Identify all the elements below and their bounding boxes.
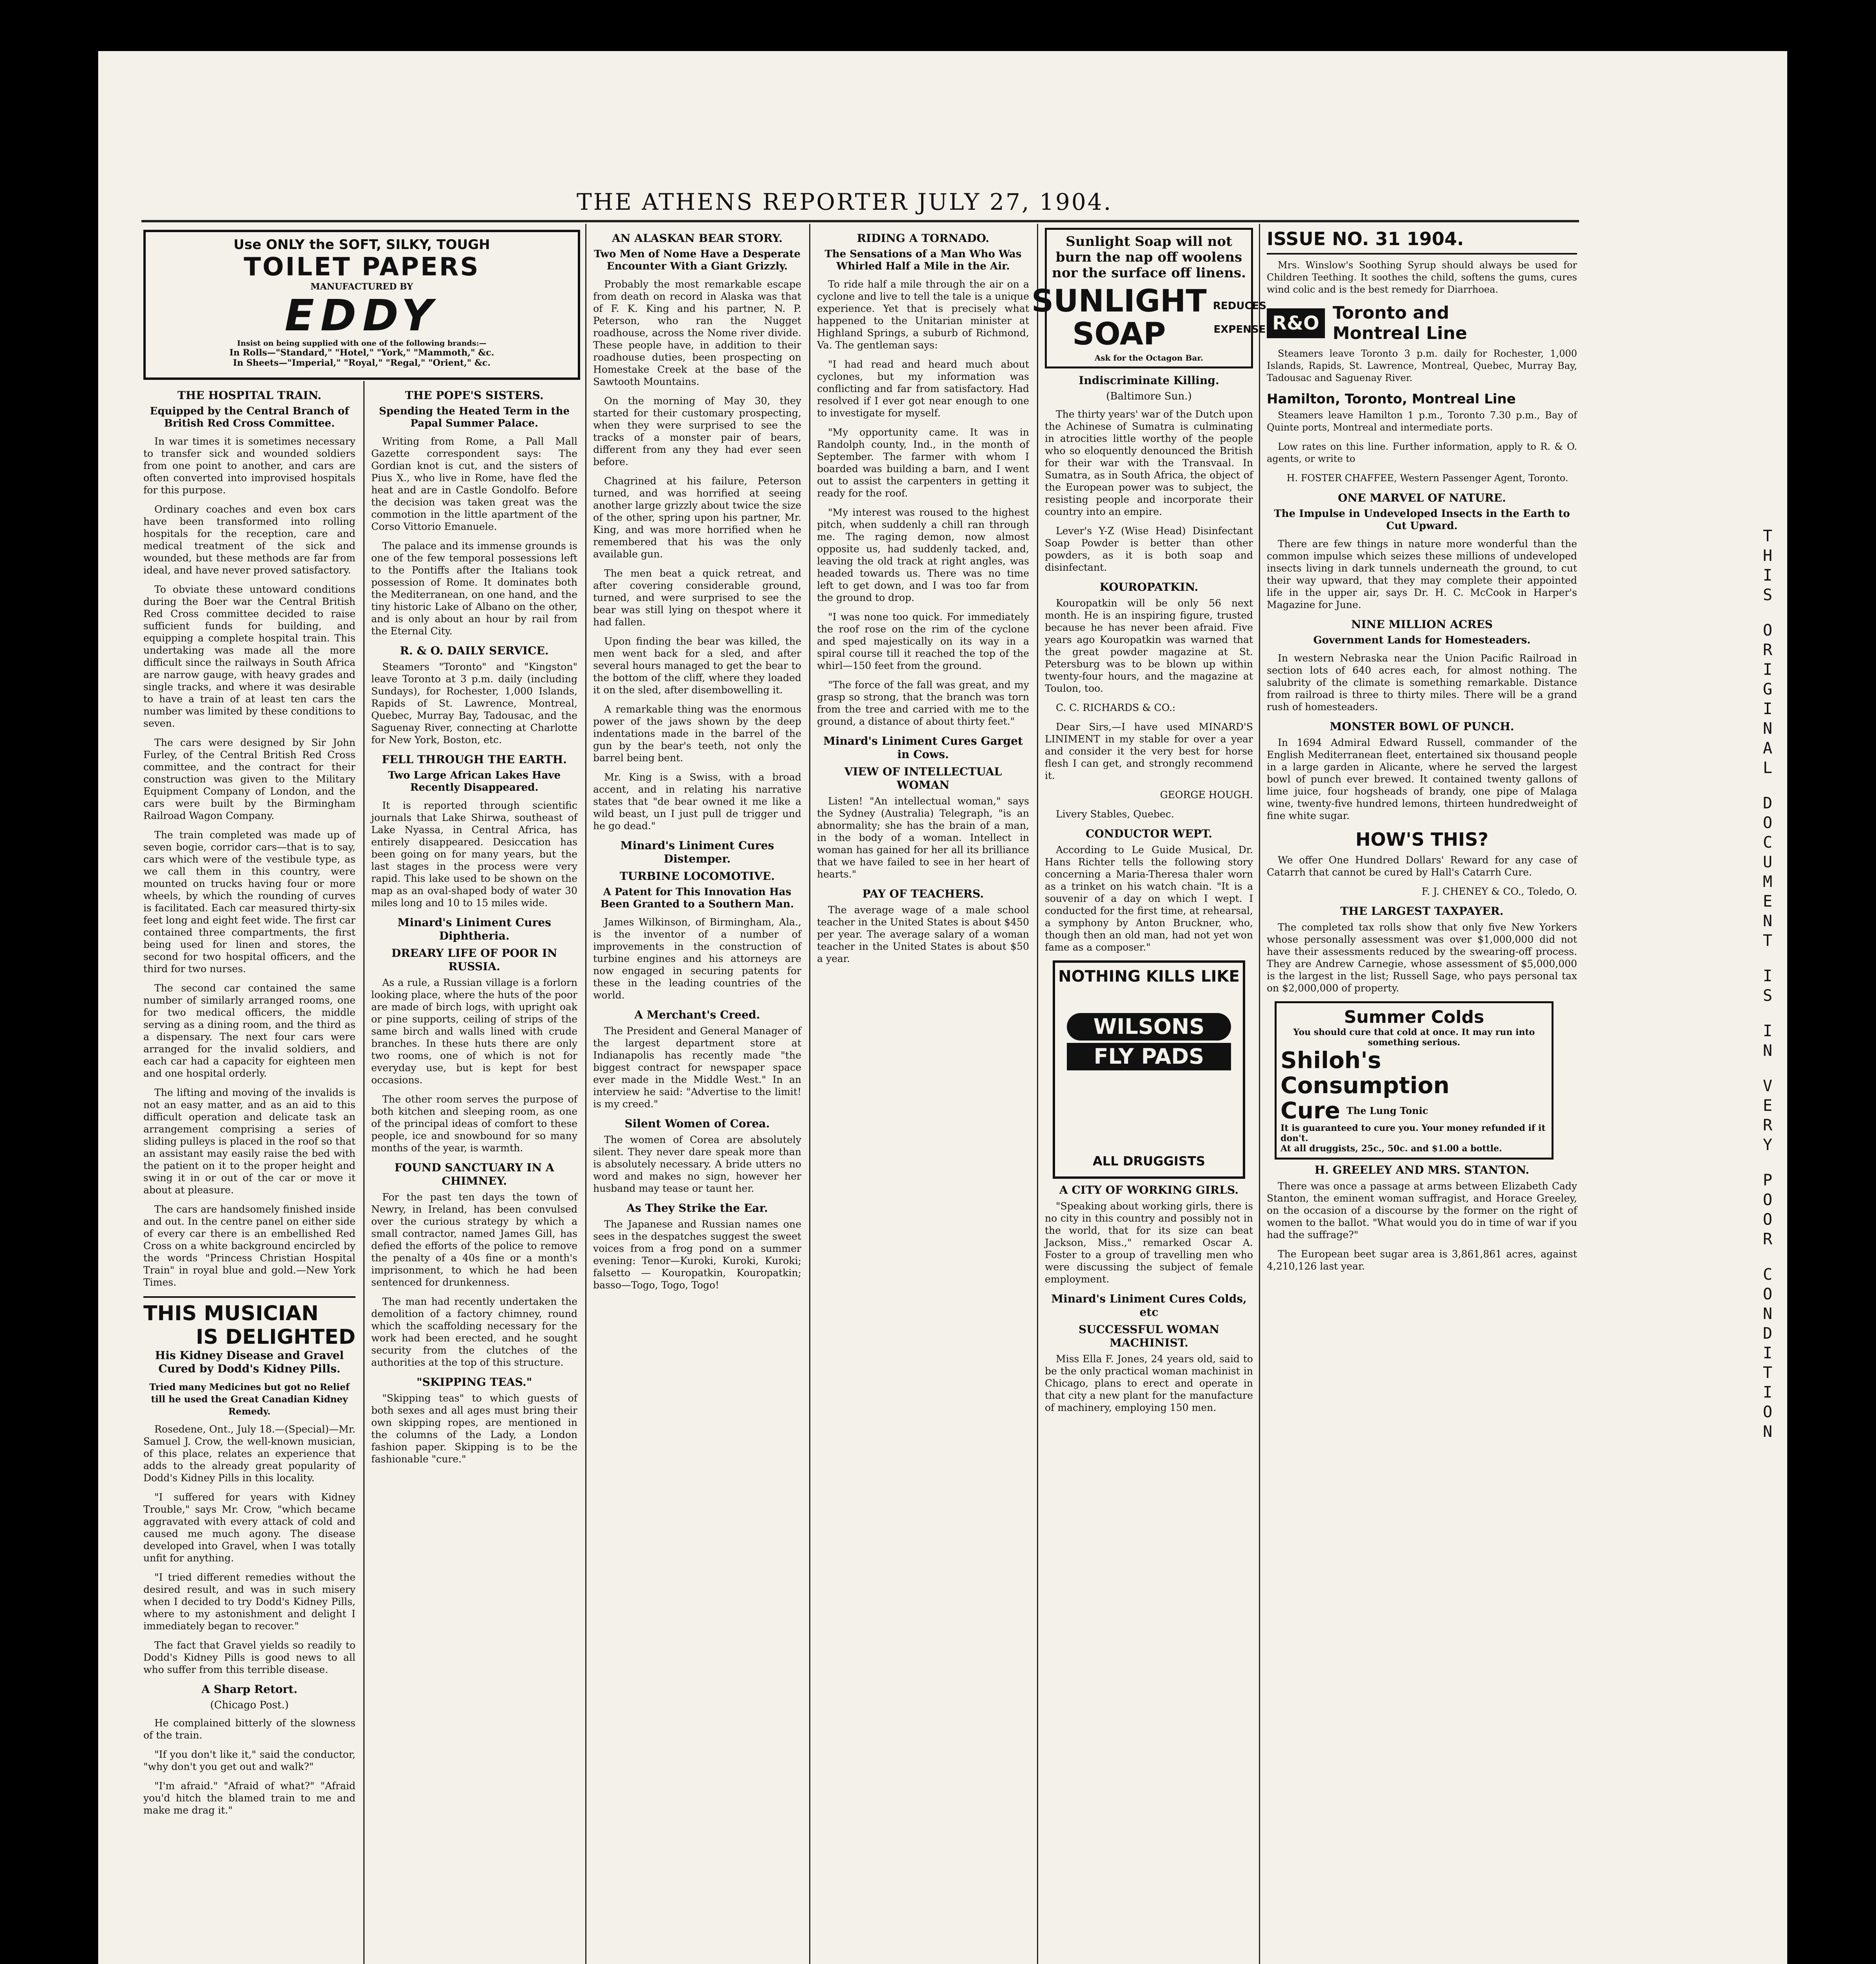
- paragraph: Low rates on this line. Further information, apply to R. & O. agents, or write to: [1267, 441, 1577, 464]
- column-4: [817, 228, 1029, 1964]
- headline: NINE MILLION ACRES: [1351, 618, 1493, 631]
- paragraph: Listen! "An intellectual woman," says the Sydney (Australia) Telegraph, "is an abnormality; she has the brain of a man, in the body of a woman. Intellect in woman has gained for her all its brilliance that we have failed to see in her heart of hearts.": [817, 795, 1029, 880]
- paragraph: The second car contained the same number of similarly arranged rooms, one for two medical officers, the middle serving as a dining room, and the third as a dispensary. The next four cars were arranged for the invalid soldiers, and each car had a capacity for eighteen men and one hospital orderly.: [143, 982, 355, 1079]
- note-word: D O C U M E N T: [1762, 794, 1773, 950]
- column-divider: [585, 224, 586, 1964]
- paragraph: "I had read and heard much about cyclones, but my information was conflicting and far from satisfactory. Had resolved if I ever got near enough to one to investigate for myself.: [817, 359, 1029, 419]
- soap-logo: SOAP: [1072, 317, 1166, 352]
- paragraph: We offer One Hundred Dollars' Reward for any case of Catarrh that cannot be cured by Hall's Catarrh Cure.: [1267, 854, 1577, 878]
- paragraph: The President and General Manager of the largest department store at Indianapolis has recently made "the biggest contract for newspaper space ever made in the Middle West." In an interview he said: "Advertise to the limit! is my creed.": [593, 1025, 801, 1110]
- ad-line: NOTHING KILLS LIKE: [1058, 967, 1240, 986]
- paragraph: Miss Ella F. Jones, 24 years old, said to be the only practical woman machinist in Chicago, plans to erect and operate in that city a new plant for the manufacture of machinery, employing 150 men.: [1045, 1353, 1253, 1413]
- ad-line: It is guaranteed to cure you. Your money refunded if it don't.: [1281, 1123, 1546, 1143]
- ad-line: REDUCES: [1213, 300, 1267, 312]
- paragraph: The train completed was made up of seven bogie, corridor cars—that is to say, cars which were of the vestibule type, as we call them in this country, were mounted on trucks having four or more wheels, by which the rounding of curves is facilitated. Each car measured thirty-six feet long and eight feet wide. The first car contained three compartments, the first being used for linen and stores, the second for two hospital officers, and the third for two nurses.: [143, 829, 355, 975]
- note-word: V E R Y: [1762, 1077, 1773, 1154]
- paragraph: To ride half a mile through the air on a cyclone and live to tell the tale is a unique experience. Yet that is precisely what happened to the Unitarian minister at Highland Springs, a suburb of Richmond, Va. The gentleman says:: [817, 278, 1029, 351]
- paragraph: "I suffered for years with Kidney Trouble," says Mr. Crow, "which became aggravated with every attack of cold and caused me much agony. The disease developed into Gravel, when I was totally unfit for anything.: [143, 1491, 355, 1564]
- headline: KOUROPATKIN.: [1099, 581, 1198, 594]
- ad-line: ALL DRUGGISTS: [1092, 1154, 1205, 1169]
- headline: RIDING A TORNADO.: [857, 232, 989, 245]
- ad-line: Insist on being supplied with one of the following brands:—: [237, 339, 487, 348]
- issue-number: ISSUE NO. 31 1904.: [1267, 228, 1464, 249]
- column-divider: [1259, 224, 1260, 1964]
- paragraph: Upon finding the bear was killed, the men went back for a sled, and after several hours managed to get the bear to the bottom of the cliff, where they loaded it on the sled, after disembowelling it.: [593, 636, 801, 696]
- paragraph: Steamers leave Hamilton 1 p.m., Toronto 7.30 p.m., Bay of Quinte ports, Montreal and intermediate ports.: [1267, 410, 1577, 433]
- paragraph: On the morning of May 30, they started for their customary prospecting, when they were surprised to see the tracks of a monster pair of bears, different from any they had ever seen before.: [593, 395, 801, 467]
- headline: TURBINE LOCOMOTIVE.: [619, 870, 775, 883]
- masthead: THE ATHENS REPORTER JULY 27, 1904.: [576, 189, 1113, 215]
- headline: MONSTER BOWL OF PUNCH.: [1330, 720, 1514, 733]
- paragraph: The man had recently undertaken the demolition of a factory chimney, round which the scaffolding necessary for the work had been erected, and he sought security from the clutches of the authorities at the top of this structure.: [371, 1296, 577, 1368]
- paragraph: According to Le Guide Musical, Dr. Hans Richter tells the following story concerning a Maria-Theresa thaler worn as a trinket on his watch chain. "It is a souvenir of a day on which I wept. I conducted for the first time, at rehearsal, a symphony by Anton Bruckner, who, though then an old man, had not yet won fame as a composer.": [1045, 844, 1253, 953]
- headline: HOW'S THIS?: [1355, 829, 1489, 850]
- paragraph: "The force of the fall was great, and my grasp so strong, that the branch was torn from the tree and carried with me to the ground, a distance of about thirty feet.": [817, 679, 1029, 727]
- ad-line: Sunlight Soap will not burn the nap off woolens nor the surface off linens.: [1052, 234, 1246, 281]
- subheadline: Government Lands for Homesteaders.: [1313, 634, 1531, 646]
- paragraph: Rosedene, Ont., July 18.—(Special)—Mr. Samuel J. Crow, the well-known musician, of this place, relates an experience that adds to the already great popularity of Dodd's Kidney Pills in this locality.: [143, 1424, 355, 1484]
- column-3: [593, 228, 801, 1964]
- paragraph: H. FOSTER CHAFFEE, Western Passenger Agent, Toronto.: [1286, 473, 1568, 484]
- divider: [1267, 253, 1577, 255]
- headline: CONDUCTOR WEPT.: [1085, 827, 1213, 840]
- paragraph: A remarkable thing was the enormous power of the jaws shown by the deep indentations made in the barrel of the gun by the bear's teeth, not only the barrel being bent.: [593, 704, 801, 764]
- column-divider: [363, 381, 365, 1964]
- note-word: I N: [1762, 1022, 1773, 1060]
- subheadline: (Chicago Post.): [210, 1699, 289, 1711]
- note-word: O R I G I N A L: [1762, 621, 1773, 777]
- paragraph: Mr. King is a Swiss, with a broad accent, and in relating his narrative states that "de bear owned it me like a wild beast, un I just pull de trigger und he go dead.": [593, 771, 801, 832]
- paragraph: He complained bitterly of the slowness of the train.: [143, 1717, 355, 1741]
- headline: DREARY LIFE OF POOR IN RUSSIA.: [391, 947, 557, 973]
- column-5: [1031, 228, 1267, 1964]
- r-and-o-logo: R&O: [1267, 308, 1325, 338]
- paragraph: Mrs. Winslow's Soothing Syrup should always be used for Children Teething. It soothes the child, softens the gums, cures wind colic and is the best remedy for Diarrhoea.: [1267, 260, 1577, 295]
- eddy-logo: EDDY: [284, 290, 439, 341]
- ad-title: Hamilton, Toronto, Montreal Line: [1267, 391, 1516, 407]
- note-word: T H I S: [1762, 527, 1773, 604]
- ad-headline: THIS MUSICIAN: [143, 1302, 319, 1325]
- paragraph: The Japanese and Russian names one sees in the despatches suggest the sweet voices from a frog pond on a summer evening: Tenor—Kuroki, Kuroki, Kuroki; falsetto — Kouropatkin, Kouropatkin; basso—Togo, Togo, Togo!: [593, 1218, 801, 1291]
- ad-title: Toronto and: [1332, 303, 1449, 323]
- headline: As They Strike the Ear.: [626, 1202, 768, 1215]
- headline: Silent Women of Corea.: [625, 1117, 770, 1130]
- paragraph: The women of Corea are absolutely silent. They never dare speak more than is absolutely necessary. A bride utters no word and makes no sign, however her husband may tease or taunt her.: [593, 1134, 801, 1194]
- subheadline: The Sensations of a Man Who Was Whirled Half a Mile in the Air.: [824, 248, 1022, 272]
- ad-title: Consumption: [1281, 1072, 1450, 1099]
- paragraph: The palace and its immense grounds is one of the few temporal possessions left to the Pontiffs after the Italians took possession of Rome. It dominates both the Mediterranean, on one hand, and the tiny historic Lake of Albano on the other, and is only about an hour by rail from the Eternal City.: [371, 540, 577, 637]
- paragraph: James Wilkinson, of Birmingham, Ala., is the inventor of a number of improvements in the construction of turbine engines and his attorneys are now engaged in securing patents for these in the leading countries of the world.: [593, 916, 801, 1001]
- paragraph: In western Nebraska near the Union Pacific Railroad in section lots of 640 acres each, for almost nothing. The salubrity of the climate is something remarkable. Distance from railroad is three to thirty miles. There will be a grand rush of homesteaders.: [1267, 652, 1577, 713]
- paragraph: Lever's Y-Z (Wise Head) Disinfectant Soap Powder is better than other powders, as it is both soap and disinfectant.: [1045, 525, 1253, 573]
- liniment-notice: Minard's Liniment Cures Diphtheria.: [397, 916, 551, 942]
- subheadline: A Patent for This Innovation Has Been Granted to a Southern Man.: [600, 886, 794, 910]
- ad-line: You should cure that cold at once. It may run into something serious.: [1293, 1027, 1535, 1048]
- paragraph: The thirty years' war of the Dutch upon the Achinese of Sumatra is culminating in atrocities little worthy of the people who so eloquently denounced the British for their war with the Transvaal. In Sumatra, as in South Africa, the object of the European power was to subject, the resisting people and incorporate their country into an empire.: [1045, 409, 1253, 517]
- note-word: P O O R: [1762, 1171, 1773, 1248]
- ad-line: At all druggists, 25c., 50c. and $1.00 a bottle.: [1281, 1143, 1502, 1154]
- condition-note-letters: [1756, 526, 1779, 1457]
- column-divider: [1037, 224, 1038, 1964]
- sunlight-logo: SUNLIGHT: [1031, 284, 1207, 319]
- ad-line: EXPENSE: [1213, 324, 1266, 335]
- subheadline: Two Large African Lakes Have Recently Disappeared.: [388, 769, 561, 793]
- paragraph: There are few things in nature more wonderful than the common impulse which seizes these millions of undeveloped insects living in dark tunnels underneath the ground, to cut their way upward, that they may complete their appointed life in the upper air, says Dr. H. C. McCook in Harper's Magazine for June.: [1267, 538, 1577, 610]
- shiloh-cure-ad: [1275, 1001, 1554, 1160]
- subheadline: Two Men of Nome Have a Desperate Encounter With a Giant Grizzly.: [594, 248, 801, 272]
- letter-line: C. C. RICHARDS & CO.:: [1056, 702, 1176, 713]
- paragraph: Chagrined at his failure, Peterson turned, and was horrified at seeing another large grizzly about twice the size of the other, spring upon his partner, Mr. King, and was more horrified when he remembered that his was the only available gun.: [593, 475, 801, 560]
- headline: FOUND SANCTUARY IN A CHIMNEY.: [394, 1161, 554, 1187]
- paragraph: To obviate these untoward conditions during the Boer war the Central British Red Cross committee decided to raise sufficient funds for building, and equipping a complete hospital train. This undertaking was made all the more difficult since the railways in South Africa are narrow gauge, with heavy grades and single tracks, and where it was desirable to have a train of at least ten cars the number was limited by these conditions to seven.: [143, 584, 355, 729]
- paragraph: The other room serves the purpose of both kitchen and sleeping room, as one of the principal ideas of comfort to these people, ice and snowbound for so many months of the year, is warmth.: [371, 1094, 577, 1154]
- liniment-notice: Minard's Liniment Cures Distemper.: [620, 839, 774, 865]
- paragraph: In war times it is sometimes necessary to transfer sick and wounded soldiers from one point to another, and cars are often converted into improvised hospitals for this purpose.: [143, 436, 355, 496]
- paragraph: The cars are handsomely finished inside and out. In the centre panel on either side of every car there is an embellished Red Cross on a white background encircled by the words "Princess Christian Hospital Train" in royal blue and gold.—New York Times.: [143, 1204, 355, 1288]
- paragraph: As a rule, a Russian village is a forlorn looking place, where the huts of the poor are made of birch logs, with upright oak or pine supports, ceiling of strips of the same birch and walls lined with crude branches. In these huts there are only two rooms, one of which is not for everyday use, but is kept for best occasions.: [371, 977, 577, 1086]
- paragraph: "My opportunity came. It was in Randolph county, Ind., in the month of September. The farmer with whom I boarded was building a barn, and I went out to assist the carpenters in getting it ready for the roof.: [817, 427, 1029, 499]
- paragraph: Steamers "Toronto" and "Kingston" leave Toronto at 3 p.m. daily (including Sundays), for Rochester, 1,000 Islands, Rapids of St. Lawrence, Montreal, Quebec, Murray Bay, Tadousac, and the Saguenay River, connecting at Charlotte for New York, Boston, etc.: [371, 661, 577, 746]
- headline: A CITY OF WORKING GIRLS.: [1059, 1184, 1239, 1196]
- subheadline: Tried many Medicines but got no Relief till he used the Great Canadian Kidney Remedy.: [149, 1382, 350, 1417]
- paragraph: "Skipping teas" to which guests of both sexes and all ages must bring their own skipping ropes, are mentioned in the columns of the Lady, a London fashion paper. Skipping is to be the fashionable "cure.": [371, 1392, 577, 1465]
- ad-title: Montreal Line: [1332, 323, 1467, 343]
- headline: SUCCESSFUL WOMAN MACHINIST.: [1078, 1323, 1220, 1349]
- letter-line: GEORGE HOUGH.: [1160, 789, 1253, 801]
- divider: [143, 1296, 355, 1298]
- headline: THE HOSPITAL TRAIN.: [177, 389, 322, 402]
- column-1: [143, 385, 355, 1964]
- ad-title: Summer Colds: [1344, 1007, 1484, 1027]
- ad-headline: IS DELIGHTED: [196, 1325, 355, 1349]
- paragraph: The European beet sugar area is 3,861,861 acres, against 4,210,126 last year.: [1267, 1248, 1577, 1272]
- column-divider: [809, 224, 810, 1964]
- paragraph: The lifting and moving of the invalids is not an easy matter, and as an aid to this difficult operation and delicate task an arrangement comprising a series of sliding pulleys is placed in the roof so that an assistant may easily raise the bed with the patient on it to the proper height and swing it in or out of the car or move it about at pleasure.: [143, 1087, 355, 1196]
- ad-title: FLY PADS: [1067, 1043, 1231, 1070]
- sunlight-soap-ad: [1031, 228, 1267, 368]
- ad-line: In Rolls—"Standard," "Hotel," "York," "Mammoth," &c.: [229, 348, 495, 358]
- headline: Indiscriminate Killing.: [1079, 374, 1219, 387]
- paragraph: "If you don't like it," said the conductor, "why don't you get out and walk?": [143, 1749, 355, 1772]
- headline: FELL THROUGH THE EARTH.: [381, 753, 567, 766]
- paragraph: Ordinary coaches and even box cars have been transformed into rolling hospitals for the reception, care and medical treatment of the sick and wounded, but these methods are far from ideal, and have never proved satisfactory.: [143, 504, 355, 576]
- paragraph: F. J. CHENEY & CO., Toledo, O.: [1422, 886, 1577, 897]
- paragraph: Probably the most remarkable escape from death on record in Alaska was that of F. K. King and his partner, N. P. Peterson, who ran the Nugget roadhouse, across the Nome river divide. These people have, in addition to their roadhouse duties, been prospecting on Homestake Creek at the base of the Sawtooth Mountains.: [593, 278, 801, 387]
- paragraph: There was once a passage at arms between Elizabeth Cady Stanton, the eminent woman suffragist, and Horace Greeley, on the occasion of a discourse by the former on the right of women to the ballot. "What would you do in time of war if you had the suffrage?": [1267, 1180, 1577, 1240]
- ad-line: Use ONLY the SOFT, SILKY, TOUGH: [233, 237, 490, 253]
- ad-title: TOILET PAPERS: [244, 253, 480, 282]
- eddy-toilet-paper-ad: [143, 230, 580, 380]
- paragraph: "I was none too quick. For immediately the roof rose on the rim of the cyclone and sped majestically on its way in a spiral course till it reached the top of the whirl—150 feet from the ground.: [817, 611, 1029, 671]
- subheadline: The Impulse in Undeveloped Insects in the Earth to Cut Upward.: [1274, 508, 1570, 532]
- liniment-notice: Minard's Liniment Cures Colds, etc: [1051, 1292, 1247, 1319]
- note-word: C O N D I T I O N: [1762, 1266, 1773, 1441]
- liniment-notice: Minard's Liniment Cures Garget in Cows.: [823, 735, 1023, 761]
- paragraph: The fact that Gravel yields so readily to Dodd's Kidney Pills is good news to all who suffer from this terrible disease.: [143, 1640, 355, 1675]
- ad-line: Ask for the Octagon Bar.: [1094, 353, 1204, 363]
- paragraph: In 1694 Admiral Edward Russell, commander of the English Mediterranean fleet, entertained six thousand people in a large garden in Alicante, where he served the largest bowl of punch ever brewed. It contained twenty gallons of lime juice, four hogsheads of brandy, one pipe of Malaga wine, twenty-five hundred lemons, thirteen hundredweight of fine white sugar.: [1267, 737, 1577, 821]
- paragraph: Kouropatkin will be only 56 next month. He is an inspiring figure, trusted because he has never been afraid. Five years ago Kouropatkin was warned that the great powder magazine at St. Petersburg was to be blown up within twenty-four hours, and the magazine at Toulon, too.: [1045, 597, 1253, 694]
- note-word: I S: [1762, 967, 1773, 1005]
- paragraph: Steamers leave Toronto 3 p.m. daily for Rochester, 1,000 Islands, Rapids, St. Lawrence, Montreal, Quebec, Murray Bay, Tadousac and Saguenay River.: [1267, 348, 1577, 383]
- paragraph: It is reported through scientific journals that Lake Shirwa, southeast of Lake Nyassa, in Central Africa, has entirely disappeared. Desiccation has been going on for many years, but the last stages in the process were very rapid. This lake used to be shown on the map as an oval-shaped body of water 30 miles long and 10 to 15 miles wide.: [371, 800, 577, 909]
- column-2: [371, 385, 577, 1964]
- ad-title: Cure: [1281, 1097, 1340, 1124]
- ad-title: Shiloh's: [1281, 1047, 1381, 1074]
- paragraph: The completed tax rolls show that only five New Yorkers whose personally assessment was over $1,000,000 did not have their assessments reduced by the swearing-off process. They are Andrew Carnegie, whose assessment of $5,000,000 is the largest in the list; Russell Sage, who pays personal tax on $2,000,000 of property.: [1267, 922, 1577, 994]
- headline: THE LARGEST TAXPAYER.: [1340, 905, 1504, 918]
- paragraph: The cars were designed by Sir John Furley, of the Central British Red Cross committee, and the contract for their construction was given to the Military Equipment Company of London, and the cars were built by the Birmingham Railroad Wagon Company.: [143, 737, 355, 821]
- page-flap: [1579, 456, 1748, 1555]
- paragraph: "I tried different remedies without the desired result, and was in such misery when I decided to try Dodd's Kidney Pills, where to my astonishment and delight I immediately began to recover.": [143, 1572, 355, 1632]
- subheadline: His Kidney Disease and Gravel Cured by Dodd's Kidney Pills.: [155, 1349, 344, 1375]
- headline: THE POPE'S SISTERS.: [405, 389, 544, 402]
- headline: VIEW OF INTELLECTUAL WOMAN: [844, 765, 1002, 791]
- subheadline: Equipped by the Central Branch of British Red Cross Committee.: [150, 405, 349, 429]
- ad-line: MANUFACTURED BY: [310, 282, 413, 292]
- headline: A Merchant's Creed.: [634, 1008, 760, 1021]
- letter-line: Dear Sirs,—I have used MINARD'S LINIMENT in my stable for over a year and consider it the very best for horse flesh I can get, and strongly recommend it.: [1045, 721, 1253, 781]
- masthead-rule: [141, 220, 1579, 222]
- subheadline: (Baltimore Sun.): [1106, 390, 1192, 402]
- ad-line: The Lung Tonic: [1346, 1105, 1428, 1116]
- paragraph: "Speaking about working girls, there is no city in this country and possibly not in the world, that for its size can beat Jackson, Miss.," remarked Oscar A. Foster to a group of travelling men who were discussing the subject of female employment.: [1045, 1200, 1253, 1285]
- column-6: [1267, 228, 1577, 1964]
- wilsons-fly-pads-ad: [1053, 960, 1245, 1179]
- paragraph: For the past ten days the town of Newry, in Ireland, has been convulsed over the curious strategy by which a small contractor, named James Gill, has defied the efforts of the police to remove the penalty of a 40s fine or a month's imprisonment, to which he had been sentenced for drunkenness.: [371, 1191, 577, 1288]
- paragraph: The average wage of a male school teacher in the United States is about $450 per year. The average salary of a woman teacher in the United States is about $50 a year.: [817, 904, 1029, 964]
- headline: AN ALASKAN BEAR STORY.: [612, 232, 783, 245]
- paragraph: Writing from Rome, a Pall Mall Gazette correspondent says: The Gordian knot is cut, and the sisters of Pius X., who live in Rome, have fled the heat and are in Castle Gondolfo. Before the decision was taken great was the commotion in the little apartment of the Corso Vittorio Emanuele.: [371, 436, 577, 532]
- paragraph: "I'm afraid." "Afraid of what?" "Afraid you'd hitch the blamed train to me and make me drag it.": [143, 1780, 355, 1816]
- r-and-o-ad: [1267, 303, 1577, 344]
- headline: PAY OF TEACHERS.: [862, 887, 984, 900]
- headline: "SKIPPING TEAS.": [416, 1376, 532, 1389]
- subheadline: Spending the Heated Term in the Papal Summer Palace.: [379, 405, 570, 429]
- paragraph: The men beat a quick retreat, and after covering considerable ground, turned, and were surprised to see the bear was still lying on thespot where it had fallen.: [593, 568, 801, 628]
- paragraph: "My interest was roused to the highest pitch, when suddenly a chill ran through me. The raging demon, now almost opposite us, had suddenly tacked, and, leaving the old track at right angles, was headed towards us. There was no time left to get down, and I was too far from the ground to drop.: [817, 507, 1029, 603]
- ad-title: WILSONS: [1067, 1013, 1231, 1041]
- headline: H. GREELEY AND MRS. STANTON.: [1314, 1163, 1530, 1176]
- headline: ONE MARVEL OF NATURE.: [1338, 491, 1506, 504]
- headline: R. & O. DAILY SERVICE.: [400, 644, 549, 657]
- letter-line: Livery Stables, Quebec.: [1056, 808, 1174, 820]
- headline: A Sharp Retort.: [201, 1683, 298, 1696]
- ad-line: In Sheets—"Imperial," "Royal," "Regal," "Orient," &c.: [233, 358, 491, 368]
